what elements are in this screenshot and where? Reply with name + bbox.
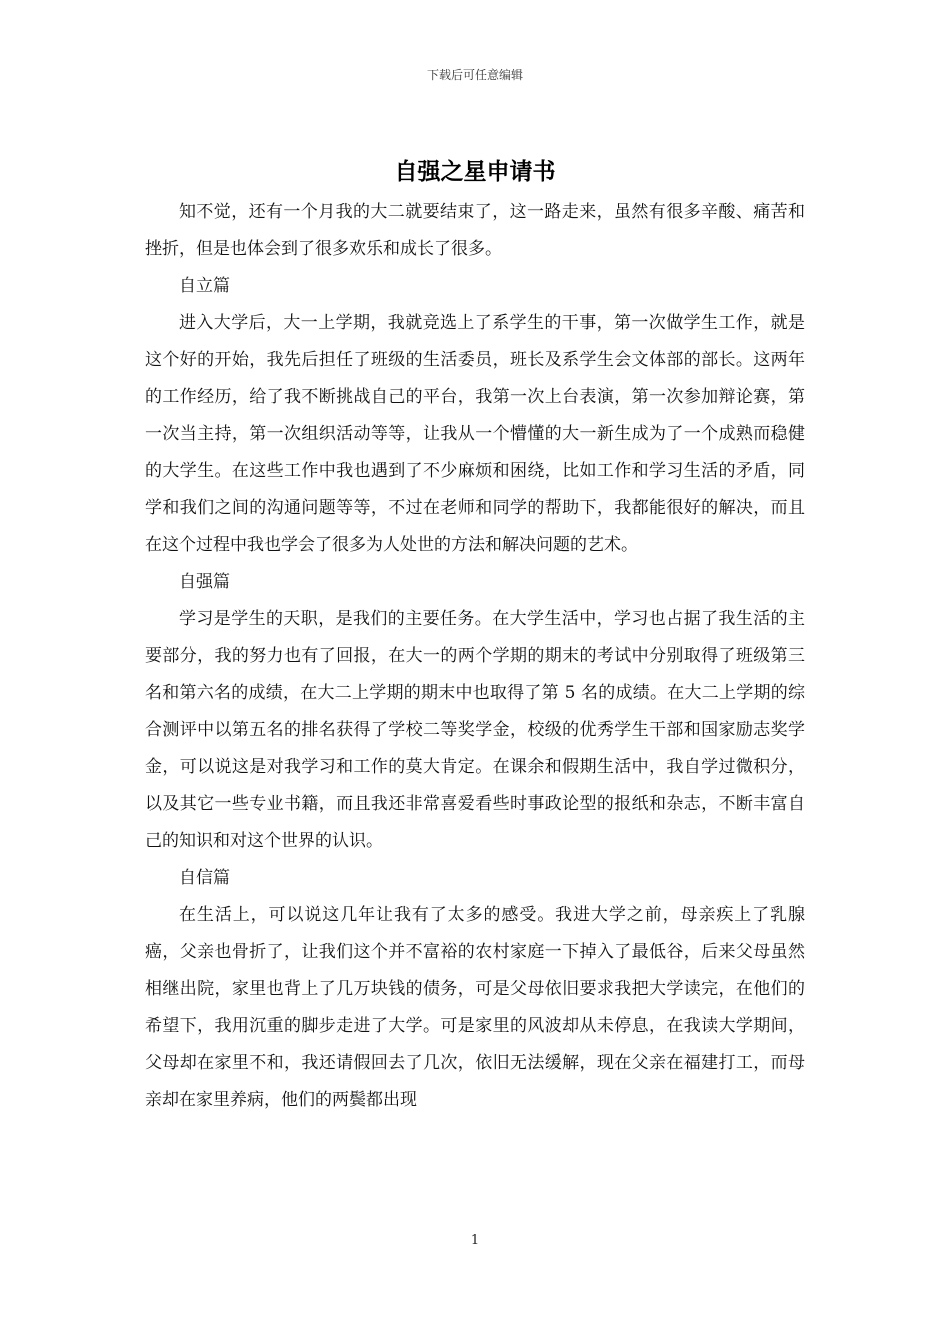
- body-paragraph: 在生活上，可以说这几年让我有了太多的感受。我进大学之前，母亲疾上了乳腺癌，父亲也骨折了，让我们这个并不富裕的农村家庭一下掉入了最低谷，后来父母虽然相继出院，家里也背上了几万块钱的债务，可是父母依旧要求我把大学读完，在他们的希望下，我用沉重的脚步走进了大学。可是家里的风波却从未停息，在我读大学期间，父母却在家里不和，我还请假回去了几次，依旧无法缓解，现在父亲在福建打工，而母亲却在家里养病，他们的两鬓都出现: [145, 905, 805, 1110]
- header-note: 下载后可任意编辑: [426, 68, 523, 82]
- section-heading-self-strength: 自强篇: [179, 572, 230, 592]
- document-body: [145, 194, 805, 1119]
- section-heading-self-confidence: 自信篇: [179, 868, 230, 888]
- page-number: 1: [470, 1233, 480, 1248]
- intro-paragraph: 知不觉，还有一个月我的大二就要结束了，这一路走来，虽然有很多辛酸、痛苦和挫折，但是也体会到了很多欢乐和成长了很多。: [145, 202, 805, 259]
- body-paragraph: 进入大学后，大一上学期，我就竞选上了系学生的干事，第一次做学生工作，就是这个好的开始，我先后担任了班级的生活委员，班长及系学生会文体部的部长。这两年的工作经历，给了我不断挑战自己的平台，我第一次上台表演，第一次参加辩论赛，第一次当主持，第一次组织活动等等，让我从一个懵懂的大一新生成为了一个成熟而稳健的大学生。在这些工作中我也遇到了不少麻烦和困绕，比如工作和学习生活的矛盾，同学和我们之间的沟通问题等等，不过在老师和同学的帮助下，我都能很好的解决，而且在这个过程中我也学会了很多为人处世的方法和解决问题的艺术。: [145, 313, 805, 555]
- body-paragraph: 学习是学生的天职，是我们的主要任务。在大学生活中，学习也占据了我生活的主要部分，我的努力也有了回报，在大一的两个学期的期末的考试中分别取得了班级第三名和第六名的成绩，在大二上学期的期末中也取得了第 5 名的成绩。在大二上学期的综合测评中以第五名的排名获得了学校二等奖学金，校级的优秀学生干部和国家励志奖学金，可以说这是对我学习和工作的莫大肯定。在课余和假期生活中，我自学过微积分，以及其它一些专业书籍，而且我还非常喜爱看些时事政论型的报纸和杂志，不断丰富自己的知识和对这个世界的认识。: [145, 609, 805, 851]
- document-title: 自强之星申请书: [394, 158, 556, 185]
- section-heading-self-reliance: 自立篇: [179, 276, 230, 296]
